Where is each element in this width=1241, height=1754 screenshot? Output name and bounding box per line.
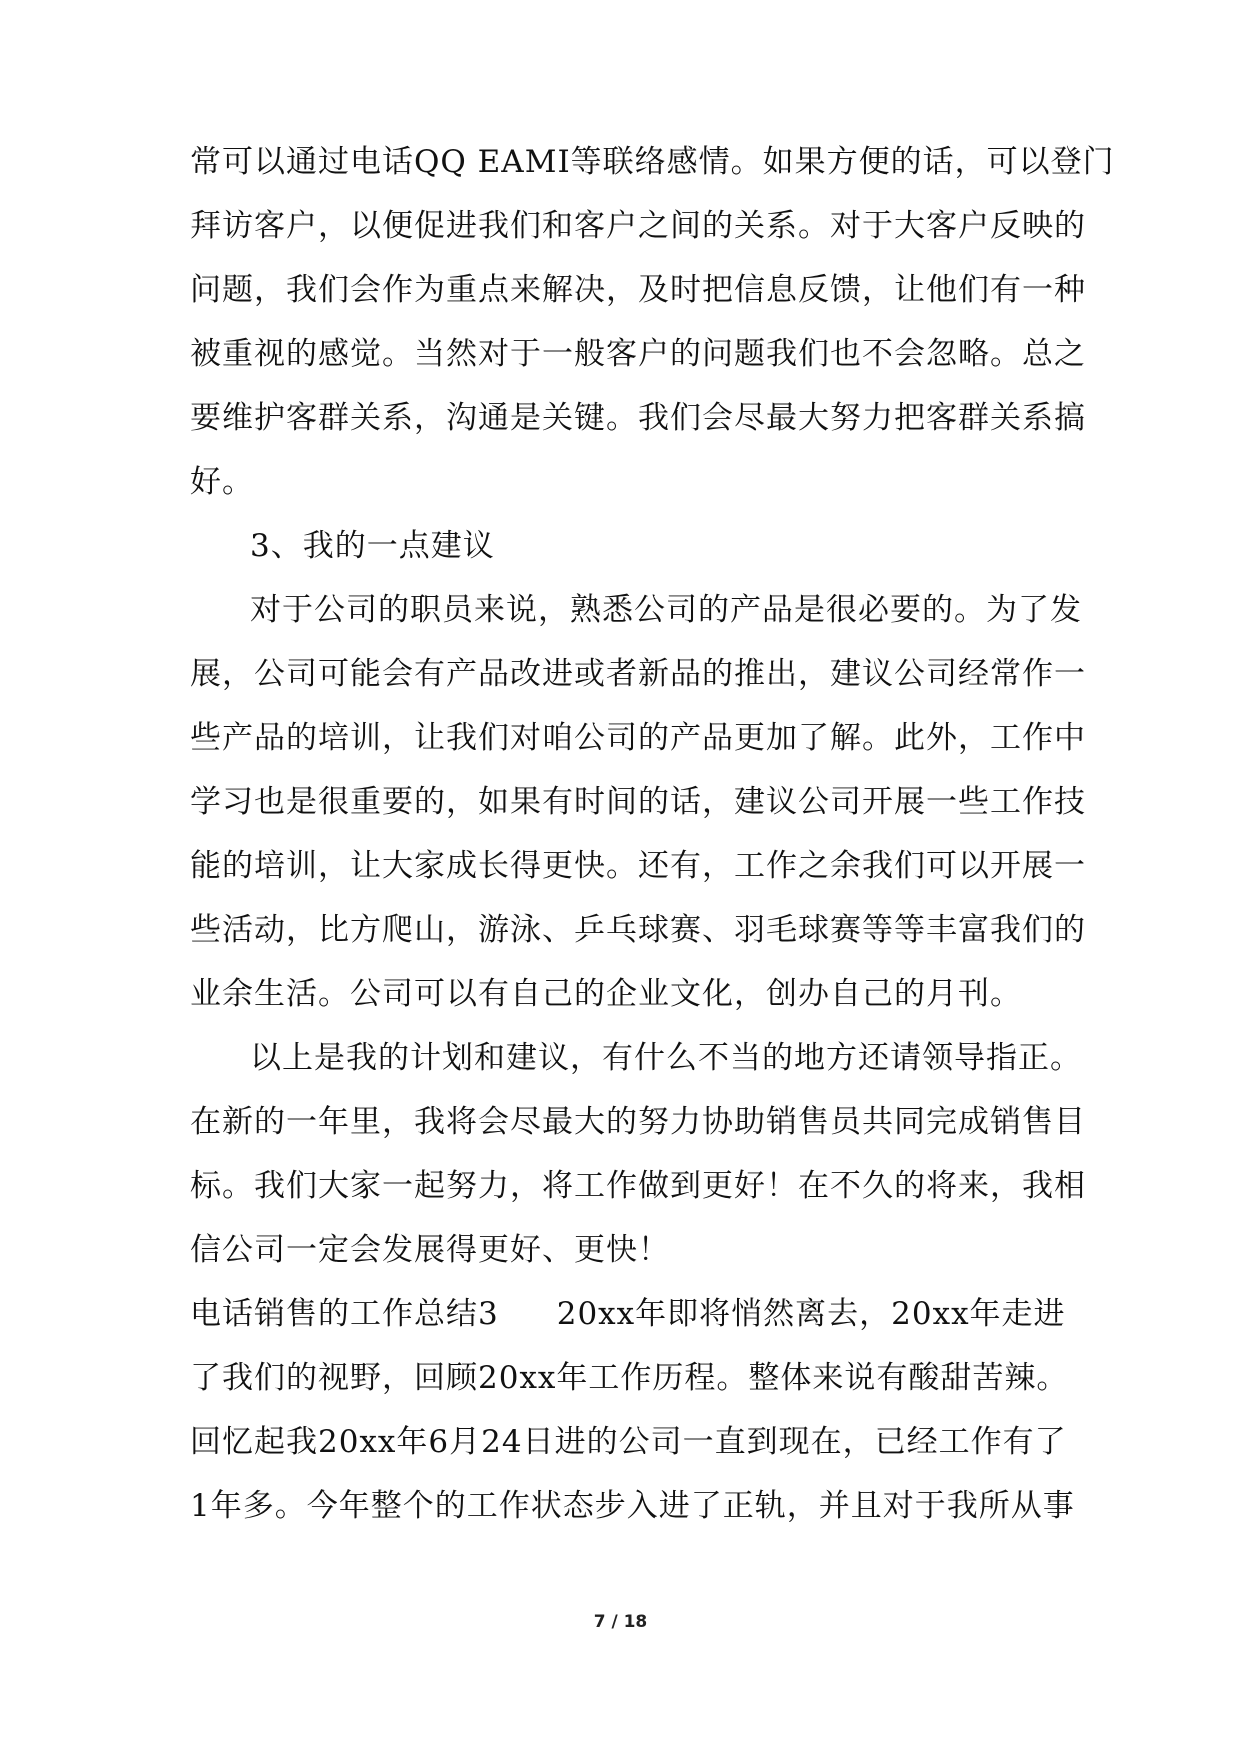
text-line: 对于公司的职员来说，熟悉公司的产品是很必要的。为了发 <box>250 592 1082 628</box>
text-line: 学习也是很重要的，如果有时间的话，建议公司开展一些工作技 <box>190 784 1086 820</box>
text-fragment: 20xx年即将悄然离去，20xx年走进 <box>556 1296 1066 1332</box>
text-line: 信公司一定会发展得更好、更快！ <box>190 1232 670 1268</box>
text-line-with-title <box>190 1294 1070 1334</box>
text-line: 展，公司可能会有产品改进或者新品的推出，建议公司经常作一 <box>190 656 1086 692</box>
text-line: 些产品的培训，让我们对咱公司的产品更加了解。此外，工作中 <box>190 720 1086 756</box>
text-line: 问题，我们会作为重点来解决，及时把信息反馈，让他们有一种 <box>190 272 1086 308</box>
text-line: 能的培训，让大家成长得更快。还有，工作之余我们可以开展一 <box>190 848 1086 884</box>
text-line: 回忆起我20xx年6月24日进的公司一直到现在，已经工作有了 <box>190 1424 1067 1460</box>
text-line: 常可以通过电话QQ EAMI等联络感情。如果方便的话，可以登门 <box>190 144 1115 180</box>
text-line: 在新的一年里，我将会尽最大的努力协助销售员共同完成销售目 <box>190 1104 1086 1140</box>
text-line: 拜访客户，以便促进我们和客户之间的关系。对于大客户反映的 <box>190 208 1086 244</box>
text-line: 标。我们大家一起努力，将工作做到更好！在不久的将来，我相 <box>190 1168 1086 1204</box>
text-line: 些活动，比方爬山，游泳、乒乓球赛、羽毛球赛等等丰富我们的 <box>190 912 1086 948</box>
text-line: 好。 <box>190 464 254 500</box>
text-line: 业余生活。公司可以有自己的企业文化，创办自己的月刊。 <box>190 976 1022 1012</box>
section-heading: 3、我的一点建议 <box>250 528 495 564</box>
text-line: 被重视的感觉。当然对于一般客户的问题我们也不会忽略。总之 <box>190 336 1086 372</box>
section-title: 电话销售的工作总结3 <box>190 1296 499 1332</box>
text-line: 以上是我的计划和建议，有什么不当的地方还请领导指正。 <box>250 1040 1082 1076</box>
text-line: 要维护客群关系，沟通是关键。我们会尽最大努力把客群关系搞 <box>190 400 1086 436</box>
text-line: 了我们的视野，回顾20xx年工作历程。整体来说有酸甜苦辣。 <box>190 1360 1069 1396</box>
text-line: 1年多。今年整个的工作状态步入进了正轨，并且对于我所从事 <box>190 1488 1075 1524</box>
page-number: 7 / 18 <box>593 1612 648 1632</box>
